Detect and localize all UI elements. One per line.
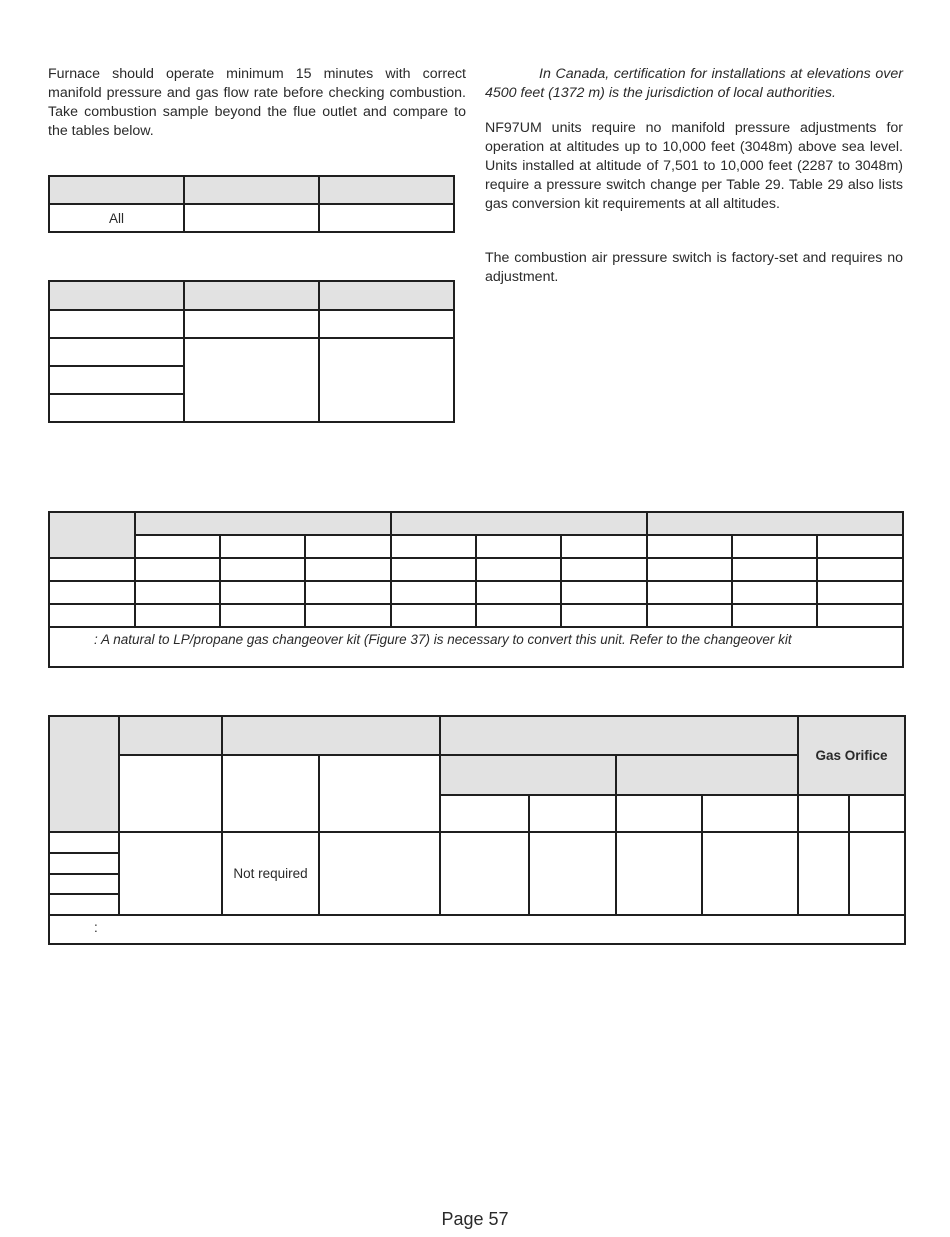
- table4-cell: [647, 604, 732, 627]
- table4-note: : A natural to LP/propane gas changeover kit (Figure 37) is necessary to convert this unit. Refer to the changeover kit: [49, 627, 903, 667]
- table5-cell: [49, 874, 119, 894]
- table5-cell: [529, 795, 616, 832]
- table5-subheader-cell: [616, 755, 798, 795]
- table4-cell: [220, 581, 305, 604]
- table5-cell: [222, 755, 319, 832]
- gas-orifice-header: Gas Orifice: [798, 716, 905, 795]
- table4-cell: [220, 604, 305, 627]
- table5-cell: [49, 832, 119, 853]
- table5-cell: [702, 795, 798, 832]
- table5-subheader-cell: [440, 755, 616, 795]
- table1-header-cell: [319, 176, 454, 204]
- table5-cell: [849, 832, 905, 915]
- table4-subheader-cell: [732, 535, 817, 558]
- pressure-switch-paragraph: The combustion air pressure switch is factory-set and requires no adjustment.: [485, 250, 903, 285]
- table5-cell: [702, 832, 798, 915]
- manifold-pressure-table: [48, 511, 904, 668]
- table5-cell: [119, 832, 222, 915]
- table4-cell: [135, 604, 220, 627]
- table5-cell: [529, 832, 616, 915]
- table5-cell: [798, 795, 849, 832]
- table5-cell: [440, 832, 529, 915]
- table4-cell: [391, 604, 476, 627]
- conversion-kit-table: [48, 715, 906, 945]
- table5-cell: [49, 894, 119, 915]
- table5-note: :: [49, 915, 905, 944]
- table4-cell: [49, 581, 135, 604]
- combustion-table-2: [48, 280, 455, 423]
- table2-merged-cell: [184, 338, 319, 422]
- table5-cell: [119, 755, 222, 832]
- table1-cell: [319, 204, 454, 232]
- table5-cell: [440, 795, 529, 832]
- table4-cell: [561, 604, 647, 627]
- table4-subheader-cell: [220, 535, 305, 558]
- table5-cell: [849, 795, 905, 832]
- table2-header-cell: [49, 281, 184, 310]
- table5-header-cell: [440, 716, 798, 755]
- table4-cell: [391, 558, 476, 581]
- table2-cell: [319, 310, 454, 338]
- table4-cell: [817, 558, 903, 581]
- table4-cell: [305, 558, 391, 581]
- table4-cell: [732, 558, 817, 581]
- table4-subheader-cell: [647, 535, 732, 558]
- table2-merged-cell: [319, 338, 454, 422]
- table4-subheader-cell: [561, 535, 647, 558]
- table2-header-cell: [319, 281, 454, 310]
- table1-header-cell: [184, 176, 319, 204]
- table2-cell: [49, 310, 184, 338]
- altitude-paragraph: NF97UM units require no manifold pressure adjustments for operation at altitudes up to 10,000 feet (3048m) above sea level. Units installed at altitude of 7,501 to 10,000 feet (2287 to 3048m) require a pressure switch change per Table 29. Table 29 also lists gas conversion kit requirements at all altitudes.: [485, 120, 903, 212]
- table4-group-header: [391, 512, 647, 535]
- table2-header-cell: [184, 281, 319, 310]
- page-number: Page 57: [441, 1209, 509, 1229]
- table5-cell: [798, 832, 849, 915]
- table4-group-header: [135, 512, 391, 535]
- table4-cell: [49, 604, 135, 627]
- table4-cell: [732, 581, 817, 604]
- table5-cell: [616, 832, 702, 915]
- table2-cell: [49, 338, 184, 366]
- table1-cell-all: All: [49, 204, 184, 232]
- table4-cell: [476, 604, 561, 627]
- table4-cell: [391, 581, 476, 604]
- combustion-table-1: [48, 175, 455, 233]
- table4-header-cell: [49, 512, 135, 558]
- not-required-cell: Not required: [222, 832, 319, 915]
- table4-cell: [817, 581, 903, 604]
- table4-cell: [561, 581, 647, 604]
- table4-cell: [647, 558, 732, 581]
- table4-cell: [220, 558, 305, 581]
- table4-subheader-cell: [305, 535, 391, 558]
- table5-header-cell: [49, 716, 119, 832]
- table2-cell: [184, 310, 319, 338]
- table4-cell: [476, 581, 561, 604]
- intro-paragraph: Furnace should operate minimum 15 minutes with correct manifold pressure and gas flow rate before checking combustion. Take combustion sample beyond the flue outlet and compare to the tables below.: [48, 66, 466, 139]
- table4-group-header: [647, 512, 903, 535]
- table5-header-cell: [119, 716, 222, 755]
- table4-cell: [476, 558, 561, 581]
- table5-cell: [49, 853, 119, 874]
- table5-cell: [616, 795, 702, 832]
- table2-cell: [49, 394, 184, 422]
- table4-cell: [135, 558, 220, 581]
- table5-header-cell: [222, 716, 440, 755]
- table5-cell: [319, 755, 440, 832]
- canada-note: In Canada, certification for installations at elevations over 4500 feet (1372 m) is the jurisdiction of local authorities.: [485, 66, 903, 101]
- table4-cell: [49, 558, 135, 581]
- table4-cell: [732, 604, 817, 627]
- table4-cell: [561, 558, 647, 581]
- table1-header-cell: [49, 176, 184, 204]
- table4-cell: [647, 581, 732, 604]
- table4-cell: [305, 581, 391, 604]
- table4-cell: [305, 604, 391, 627]
- table4-subheader-cell: [135, 535, 220, 558]
- table5-cell: [319, 832, 440, 915]
- table1-cell: [184, 204, 319, 232]
- table4-cell: [135, 581, 220, 604]
- table4-cell: [817, 604, 903, 627]
- table4-subheader-cell: [476, 535, 561, 558]
- table4-subheader-cell: [391, 535, 476, 558]
- table4-subheader-cell: [817, 535, 903, 558]
- table2-cell: [49, 366, 184, 394]
